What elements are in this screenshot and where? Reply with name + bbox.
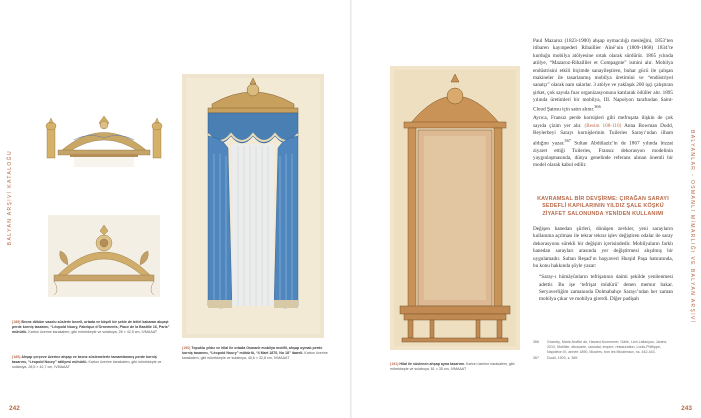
footnote-ref-367[interactable]: 367 [564,137,571,143]
caption-188-details: Karton üzerine karakalem, gibi mürekkeple ve sulaboya, 28 × 42,5 cm, IVMAAAT [27,329,158,334]
caption-190-number: (190) [182,346,191,350]
caption-191-title: Hilal ile süslenen ahşap ayna tasarımı. [399,362,465,366]
paragraph-mazaroz: Paul Mazaroz (1823-1900) ahşap oymacılığı mesleğini, 1853’ten itibaren kayınpederi Ribaillier Aîné’nin (1809-1868) 1834’te kurduğu mobilya atölyesine ortak olarak sürdürür. 1865 yılında atölye, “Mazaroz-Ribaillier et Compagnie” ismini alır. Mobilya endüstrisini etkili biçimde sanayileştiren, buhar gücü ile çalışan makineler ile tasarlanmış mobilya üretimini ve “endüstriyel sanatçı” olarak nam salarlar. 3 atölye ve yaklaşık 200 işçi çalıştıran şirket, çok sayıda fuar organizasyonuna katılarak ödüller alır. 1895 yılında üretimleri bir mobilya, III. Napolyon tarafından Saint-Cloud Şatosu için satın alınır. [533,38,673,114]
figure-reference[interactable]: (Resim 108-110) [584,122,622,129]
caption-188-title: Bronz döküm vazolu süslerle bezeli, ortada ve köşeli bir şekle de bölel kabaran akçaşt perde korniş tasarımı, “Léopold Noury, Fabrique d’Ornements, Place de la Bastille 16, Paris” mühürlü. [12,320,170,334]
section-heading: KAVRAMSAL BİR DEVŞİRME: ÇIRAĞAN SARAYI SEDEFLİ KAPILARININ YILDIZ ŞALE KÖŞKÜ ZİYAFET SALONUNDA YENİDEN KULLANIMI [537,196,669,217]
caption-191-number: (191) [390,362,399,366]
footnote-367 [533,356,673,361]
body-text-section [533,226,673,304]
caption-188 [12,320,172,335]
curtain-drawing-190 [182,74,324,338]
caption-189-number: (189) [12,355,21,359]
side-label-right: BALYANLAR - OSMANLI MİMARLIĞI VE BALYAN ARŞİVİ [689,130,695,324]
cornice-drawing-188 [44,110,164,172]
caption-191 [390,362,525,372]
paragraph-palaces: Değişen hanedan şiirleri, dönüşen zevkler, yeni sarayların kullanıma açılması ile tekrar tekrar işlev değiştiren odalar ile saray dekorasyonu sürekli bir değişim içerisindedir. Mobilyaların farklı hanedan sarayları arasında yer değiştirmesi alışılmış bir uygulamadır. Sultan Reşad’ın başyaveri Hurşid Paşa hatıratında, bu konu hakkında şöyle yazar: [533,226,673,269]
footnote-number: 367 [533,355,539,360]
footnote-366 [533,340,673,356]
caption-188-number: (188) [12,320,21,324]
paragraph-tuileries: Sultan Abdülaziz’in de 1867 yılında bizzat ziyaret ettiği Tuileries, Fransız dekorasyon modelinin yaygınlaşmasında, dünya genelinde referans alınan önemli bir model olarak kabul edilir. [533,140,673,169]
caption-190-title: Topuklu yıldız ve hilal ile ortada Osmanlı mobilya motifli, ahşap oymalı perde korniş tasarımı, “Léopold Noury” mühürlü, “4 Mart 1870, No 18” ibareli. [182,346,323,355]
caption-190 [182,346,332,361]
paragraph-cornices: Ayrıca, Fransız perde kornişleri gibi mefruşata ilişkin de çok sayıda çizim yer alır. [533,115,673,129]
caption-191-details: Karton üzerine karakalem, gibi mürekkeple ve sulaboya, 61 × 35 cm, IVMAAAT [390,362,515,371]
footnote-number: 366 [533,340,539,344]
footnote-text: Grandry, Marie-Noëlle de, Havard-Kummerer, Odile, Lévi-Lallanyus, Janine, 2010, Mobilier, dinosaire, canudal, empire, restauration, Louis-Phillippe, Napoléon III, année 1890, Musées, bon les Micaleraux, ss. 442-443. [547,340,668,355]
cornice-drawing-189 [48,215,160,297]
book-gutter [350,0,352,418]
body-text-intro [533,38,673,171]
side-label-left: BALYAN ARŞİVİ KATALOĞU [7,150,13,246]
footnote-text: Dodd, 1903, s. 389. [547,355,579,360]
footnote-ref-366[interactable]: 366 [594,104,601,110]
page-number-left: 242 [9,405,20,412]
caption-189 [12,355,172,370]
paragraph-dodd: Anna Bowman Dodd, Beylerbeyi Sarayı kornişlerinin Tuileries Sarayı’ndan ilham aldığını yazar. [533,122,673,147]
caption-189-details: Karton üzerine karakalem, gibi mürekkeple ve sulaboya, 28,5 × 42,7 cm, IVMAAAT [12,359,162,369]
caption-190-details: Karton üzerine karakalem, gibi mürekkeple ve sulaboya, 40,6 × 32,8 cm, IVMAAAT [182,350,328,360]
page-number-right: 243 [681,405,692,412]
paragraph-quote: “Saray-ı hümâyûnların tefrişatının daimi şekilde yenilenmesi adettir. Bu işe ‘tefrişat müdürü’ denen memur bakar. Seryaverliğim zamanında Dolmabahçe Sarayı’ndan her zaman mobilya çıkar ve mobilya girerdi. Diğer padişah [539,274,673,303]
mirror-drawing-191 [390,66,520,350]
caption-189-title: Ahşap çerçeve üzerine ahşap ve bronz süslemelerle tamamlanmış perde korniş tasarımı, “Léopold Noury” atölyesi mühürlü. [12,355,157,364]
footnotes [533,340,673,361]
